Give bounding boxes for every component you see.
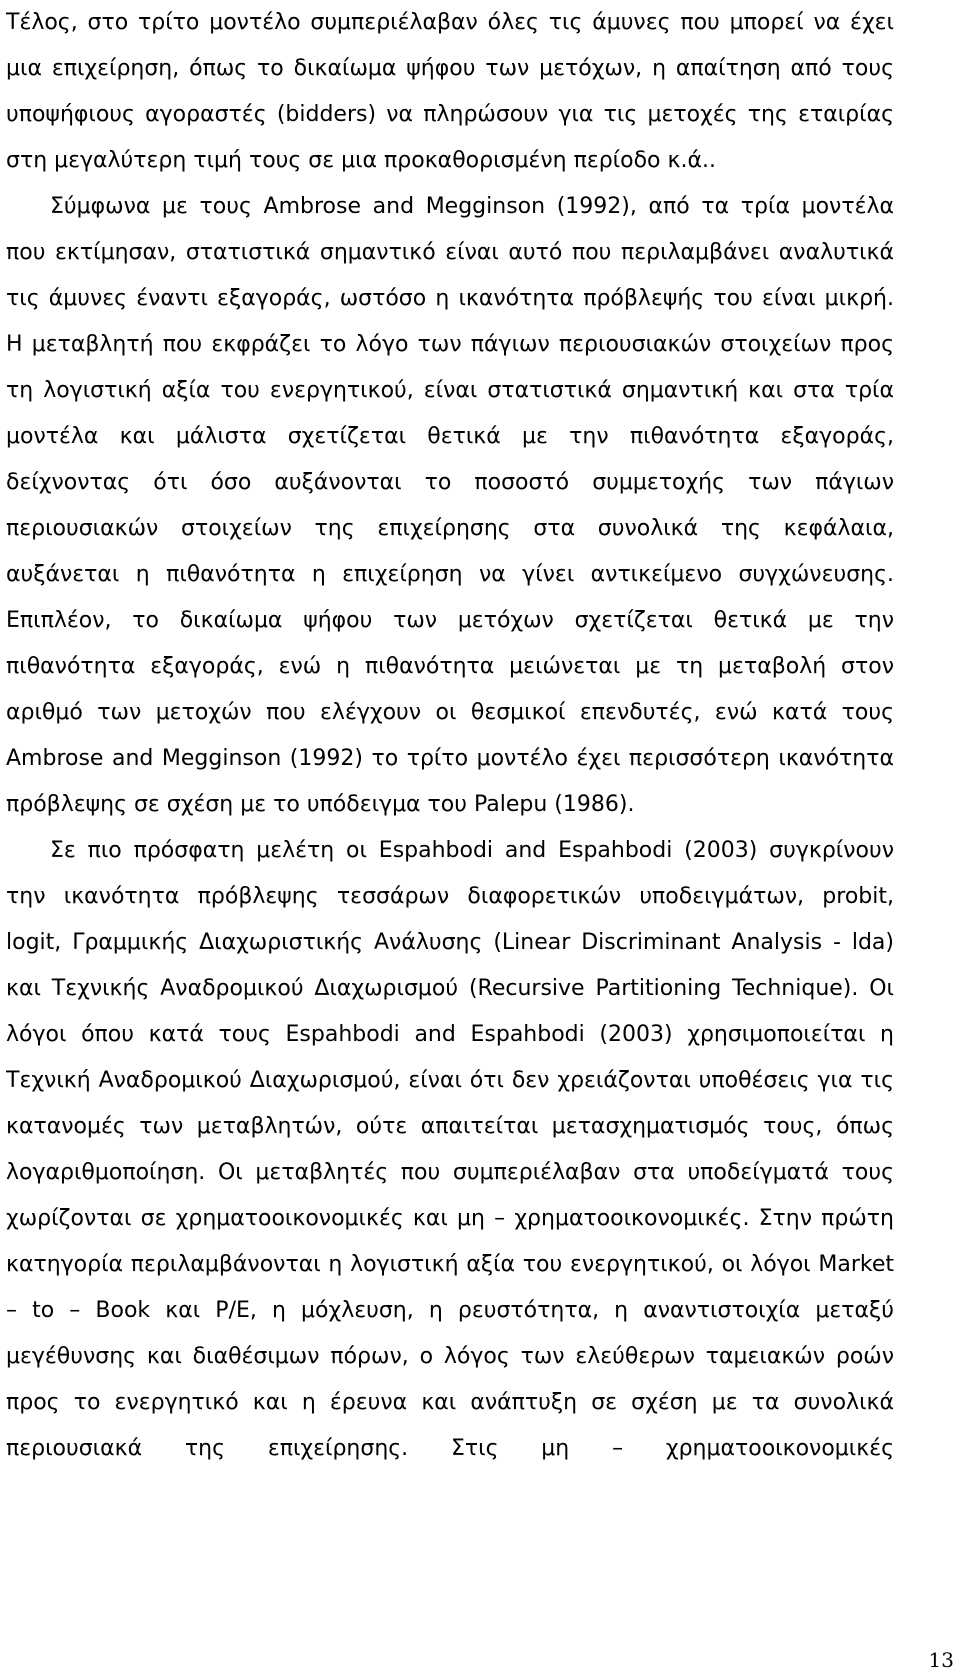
text-line: λογαριθμοποίηση. Οι μεταβλητές που συμπεριέλαβαν στα υποδείγματά τους <box>6 1160 894 1185</box>
text-line: κατανομές των μεταβλητών, ούτε απαιτείται μετασχηματισμός τους, όπως <box>6 1114 894 1139</box>
text-line: μοντέλα και μάλιστα σχετίζεται θετικά με την πιθανότητα εξαγοράς, <box>6 424 894 449</box>
text-line: τη λογιστική αξία του ενεργητικού, είναι στατιστικά σημαντική και στα τρία <box>6 378 894 403</box>
text-line: Η μεταβλητή που εκφράζει το λόγο των πάγιων περιουσιακών στοιχείων προς <box>6 332 894 357</box>
text-line: πιθανότητα εξαγοράς, ενώ η πιθανότητα μειώνεται με τη μεταβολή στον <box>6 654 894 679</box>
text-line: και Τεχνικής Αναδρομικού Διαχωρισμού (Recursive Partitioning Technique). Οι <box>6 976 894 1001</box>
text-line: λόγοι όπου κατά τους Espahbodi and Espahbodi (2003) χρησιμοποιείται η <box>6 1022 894 1047</box>
text-line: περιουσιακά της επιχείρησης. Στις μη – χρηματοοικονομικές <box>6 1436 894 1461</box>
text-line: χωρίζονται σε χρηματοοικονομικές και μη – χρηματοοικονομικές. Στην πρώτη <box>6 1206 894 1231</box>
text-line: τις άμυνες έναντι εξαγοράς, ωστόσο η ικανότητα πρόβλεψής του είναι μικρή. <box>6 286 894 311</box>
text-line: Σε πιο πρόσφατη μελέτη οι Espahbodi and Espahbodi (2003) συγκρίνουν <box>50 838 894 863</box>
text-line: Τέλος, στο τρίτο μοντέλο συμπεριέλαβαν όλες τις άμυνες που μπορεί να έχει <box>6 10 894 35</box>
text-line: στη μεγαλύτερη τιμή τους σε μια προκαθορισμένη περίοδο κ.ά.. <box>6 148 716 173</box>
text-line: που εκτίμησαν, στατιστικά σημαντικό είναι αυτό που περιλαμβάνει αναλυτικά <box>6 240 894 265</box>
text-line: μια επιχείρηση, όπως το δικαίωμα ψήφου των μετόχων, η απαίτηση από τους <box>6 56 894 81</box>
text-line: την ικανότητα πρόβλεψης τεσσάρων διαφορετικών υποδειγμάτων, probit, <box>6 884 894 909</box>
text-line: αυξάνεται η πιθανότητα η επιχείρηση να γίνει αντικείμενο συγχώνευσης. <box>6 562 894 587</box>
text-line: logit, Γραμμικής Διαχωριστικής Ανάλυσης (Linear Discriminant Analysis - lda) <box>6 930 894 955</box>
text-line: Σύμφωνα με τους Ambrose and Megginson (1992), από τα τρία μοντέλα <box>50 194 894 219</box>
text-line: Επιπλέον, το δικαίωμα ψήφου των μετόχων σχετίζεται θετικά με την <box>6 608 894 633</box>
text-line: μεγέθυνσης και διαθέσιμων πόρων, ο λόγος των ελεύθερων ταμειακών ροών <box>6 1344 894 1369</box>
text-line: περιουσιακών στοιχείων της επιχείρησης στα συνολικά της κεφάλαια, <box>6 516 894 541</box>
text-line: πρόβλεψης σε σχέση με το υπόδειγμα του Palepu (1986). <box>6 792 635 817</box>
text-line: – to – Book και P/E, η μόχλευση, η ρευστότητα, η αναντιστοιχία μεταξύ <box>6 1298 894 1323</box>
text-line: κατηγορία περιλαμβάνονται η λογιστική αξία του ενεργητικού, οι λόγοι Market <box>6 1252 894 1277</box>
text-line: Τεχνική Αναδρομικού Διαχωρισμού, είναι ότι δεν χρειάζονται υποθέσεις για τις <box>6 1068 894 1093</box>
text-line: δείχνοντας ότι όσο αυξάνονται το ποσοστό συμμετοχής των πάγιων <box>6 470 894 495</box>
text-line: Ambrose and Megginson (1992) το τρίτο μοντέλο έχει περισσότερη ικανότητα <box>6 746 894 771</box>
text-line: υποψήφιους αγοραστές (bidders) να πληρώσουν για τις μετοχές της εταιρίας <box>6 102 894 127</box>
text-line: αριθμό των μετοχών που ελέγχουν οι θεσμικοί επενδυτές, ενώ κατά τους <box>6 700 894 725</box>
page-number: 13 <box>928 1648 954 1672</box>
text-line: προς το ενεργητικό και η έρευνα και ανάπτυξη σε σχέση με τα συνολικά <box>6 1390 894 1415</box>
